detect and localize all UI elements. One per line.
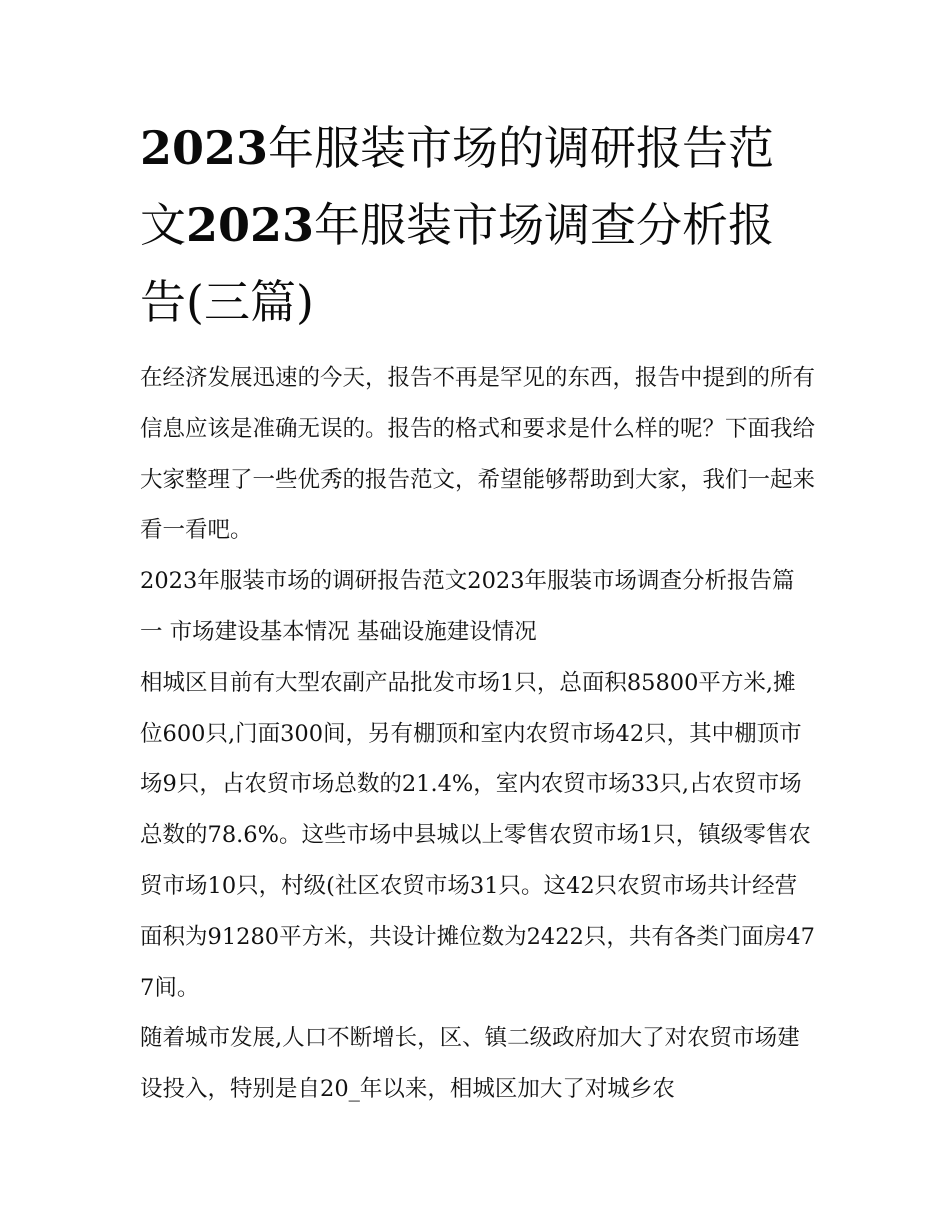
title-year-2: 2023 [186, 198, 315, 252]
title-year-1: 2023 [140, 121, 269, 175]
title-text-1: 年服装市场的调研报告范文 [140, 121, 775, 252]
section-heading-paragraph: 2023年服装市场的调研报告范文2023年服装市场调查分析报告篇一 市场建设基本情况 基础设施建设情况 [140, 568, 795, 645]
document-title [140, 110, 815, 341]
title-text-2: 年服装市场调查分析报告(三篇) [140, 198, 775, 329]
document-page [140, 110, 815, 1115]
development-paragraph: 随着城市发展,人口不断增长，区、镇二级政府加大了对农贸市场建设投入，特别是自20_年以来，相城区加大了对城乡农 [140, 1025, 800, 1103]
market-facts-paragraph: 相城区目前有大型农副产品批发市场1只，总面积85800平方米,摊位600只,门面300间，另有棚顶和室内农贸市场42只，其中棚顶市场9只，占农贸市场总数的21.4%，室内农贸市场33只,占农贸市场总数的78.6%。这些市场中县城以上零售农贸市场1只，镇级零售农贸市场10只，村级(社区农贸市场31只。这42只农贸市场共计经营面积为91280平方米，共设计摊位数为2422只，共有各类门面房477间。 [140, 669, 815, 1001]
intro-paragraph: 在经济发展迅速的今天，报告不再是罕见的东西，报告中提到的所有信息应该是准确无误的。报告的格式和要求是什么样的呢？下面我给大家整理了一些优秀的报告范文，希望能够帮助到大家，我们一起来看一看吧。 [140, 365, 816, 544]
